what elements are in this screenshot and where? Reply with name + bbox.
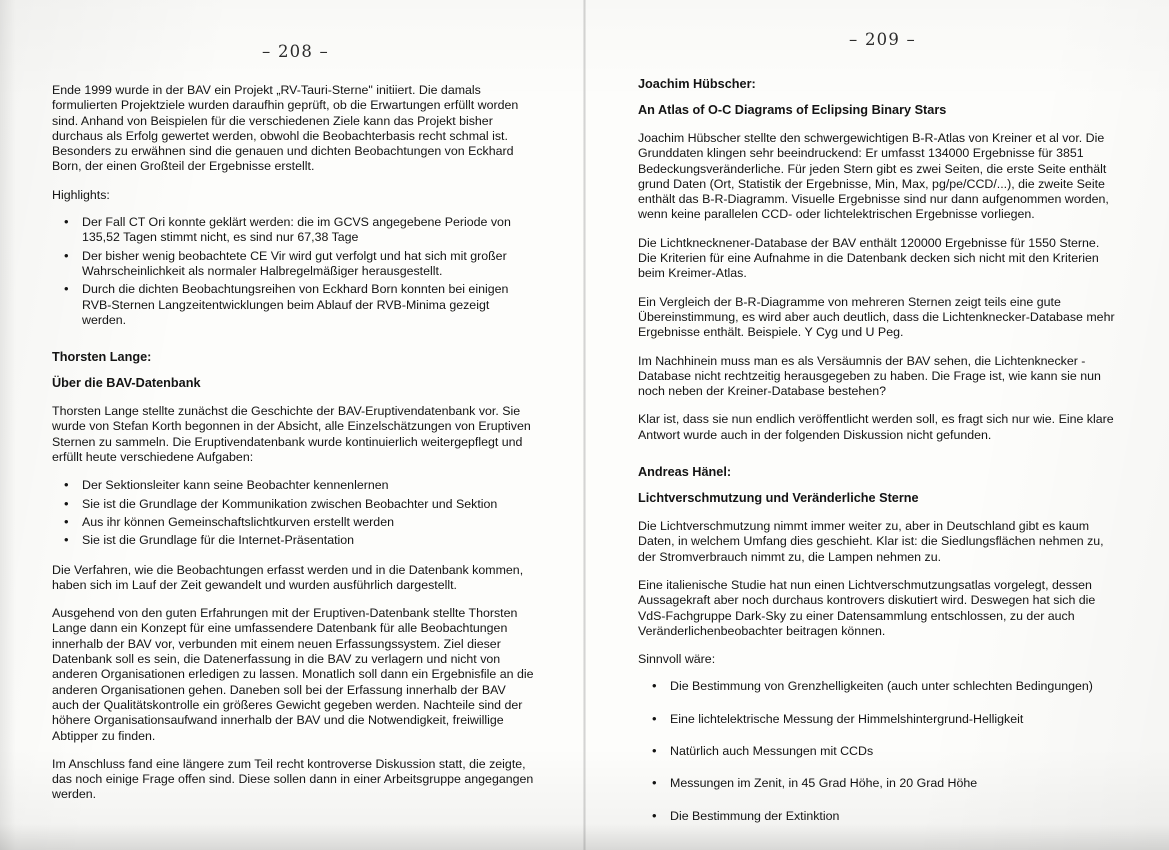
talk-title: An Atlas of O-C Diagrams of Eclipsing Binary Stars: [638, 103, 947, 117]
paragraph: Im Nachhinein muss man es als Versäumnis der BAV sehen, die Lichtenknecker - Database nicht rechtzeitig herausgegeben zu haben. Die Frage ist, wie kann sie nun noch neben der Kreiner-Database bestehen?: [638, 353, 1101, 399]
right-page-body: [638, 77, 1119, 824]
highlights-label: Highlights:: [52, 187, 110, 202]
paragraph: Die Verfahren, wie die Beobachtungen erfasst werden und in die Datenbank kommen, haben sich im Lauf der Zeit gewandelt und wurden ausführlich dargestellt.: [52, 562, 524, 592]
list-item: • Die Bestimmung von Grenzhelligkeiten (auch unter schlechten Bedingungen): [638, 679, 1119, 694]
paragraph: Im Anschluss fand eine längere zum Teil recht kontroverse Diskussion statt, die zeigte, das noch einige Frage offen sind. Diese sollen dann in einer Arbeitsgruppe angegangen werden.: [52, 756, 534, 802]
database-purposes-list: [52, 478, 535, 548]
list-item: • Sie ist die Grundlage für die Internet-Präsentation: [52, 533, 535, 548]
highlights-list: [52, 215, 535, 328]
suggestions-list: [638, 679, 1119, 823]
paragraph: Thorsten Lange stellte zunächst die Geschichte der BAV-Eruptivendatenbank vor. Sie wurde von Stefan Korth begonnen in der Absicht, alle Einzelschätzungen von Eruptiven Sternen zu sammeln. Die Eruptivendatenbank wurde kontinuierlich weitergepflegt und erfüllt heute verschiedene Aufgaben:: [52, 404, 531, 465]
paragraph: Die Lichtknecknener-Database der BAV enthält 120000 Ergebnisse für 1550 Sterne. Die Kriterien für eine Aufnahme in die Datenbank decken sich nicht mit den Kriterien beim Kreimer-Atlas.: [638, 235, 1100, 281]
paragraph: Joachim Hübscher stellte den schwergewichtigen B-R-Atlas von Kreiner et al vor. Die Grunddaten klingen sehr beeindruckend: Er umfasst 134000 Ergebnisse für 3851 Bedeckungsveränderliche. Für jeden Stern gibt es zwei Seiten, die erste Seite enthält grund Daten (Ort, Statistik der Ergebnisse, Min, Max, pg/pe/CCD/...), die zweite Seite enthält das B-R-Diagramm. Visuelle Ergebnisse sind nur dann aufgenommen worden, wenn keine parallelen CCD- oder lichtelektrischen Ergebnisse vorliegen.: [638, 131, 1109, 222]
right-page: [586, 0, 1169, 850]
list-item: • Messungen im Zenit, in 45 Grad Höhe, in 20 Grad Höhe: [638, 776, 1119, 791]
paragraph: Eine italienische Studie hat nun einen Lichtverschmutzungsatlas vorgelegt, dessen Aussagekraft aber noch durchaus kontrovers diskutiert wird. Deswegen hat sich die VdS-Fachgruppe Dark-Sky zu einer Datensammlung entschlossen, zu der auch Veränderlichenbeobachter beitragen können.: [638, 577, 1096, 638]
talk-title: Lichtverschmutzung und Veränderliche Sterne: [638, 491, 919, 506]
speaker-heading: Joachim Hübscher:: [638, 77, 756, 91]
paragraph: Ein Vergleich der B-R-Diagramme von mehreren Sternen zeigt teils eine gute Übereinstimmung, es wird aber auch deutlich, dass die Lichtenknecker-Database mehr Ergebnisse enthält. Beispiele. Y Cyg und U Peg.: [638, 294, 1115, 340]
list-item: • Der Sektionsleiter kann seine Beobachter kennenlernen: [52, 478, 535, 493]
list-item: • Natürlich auch Messungen mit CCDs: [638, 744, 1119, 759]
paragraph: Klar ist, dass sie nun endlich veröffentlicht werden soll, es fragt sich nur wie. Eine klare Antwort wurde auch in der folgenden Diskussion nicht gefunden.: [638, 412, 1114, 442]
left-page-body: [52, 83, 535, 803]
talk-title: Über die BAV-Datenbank: [52, 376, 201, 391]
list-item: • Der Fall CT Ori konnte geklärt werden: die im GCVS angegebene Periode von 135,52 Tagen stimmt nicht, es sind nur 67,38 Tage: [52, 215, 535, 246]
paragraph: Die Lichtverschmutzung nimmt immer weiter zu, aber in Deutschland gibt es kaum Daten, in welchem Umfang dies geschieht. Klar ist: die Siedlungsflächen nehmen zu, der Stromverbrauch nimmt zu, die Lampen nehmen zu.: [638, 519, 1104, 564]
speaker-heading: Thorsten Lange:: [52, 350, 152, 365]
list-item: • Die Bestimmung der Extinktion: [638, 809, 1119, 824]
list-item: • Eine lichtelektrische Messung der Himmelshintergrund-Helligkeit: [638, 712, 1119, 727]
list-item: • Aus ihr können Gemeinschaftslichtkurven erstellt werden: [52, 515, 535, 530]
left-page: [0, 0, 583, 850]
page-number-left: – 208 –: [262, 42, 329, 61]
list-item: • Sie ist die Grundlage der Kommunikation zwischen Beobachter und Sektion: [52, 497, 535, 512]
paragraph: Ausgehend von den guten Erfahrungen mit der Eruptiven-Datenbank stellte Thorsten Lange dann ein Konzept für eine umfassendere Datenbank für alle Beobachtungen innerhalb der BAV vor, verbunden mit einem neuen Erfassungssystem. Ziel dieser Datenbank soll es sein, die Datenerfassung in die BAV zu verlagern und nicht von anderen Organisationen erledigen zu lassen. Monatlich soll dann ein Ergebnisfile an die anderen Organisationen gehen. Daneben soll bei der Erfassung innerhalb der BAV auch der Qualitätskontrolle ein größeres Gewicht gegeben werden. Nachteile sind der höhere Organisationsaufwand innerhalb der BAV und die Notwendigkeit, freiwillige Abtipper zu finden.: [52, 606, 534, 743]
sinnvoll-label: Sinnvoll wäre:: [638, 652, 716, 667]
speaker-heading: Andreas Hänel:: [638, 465, 732, 480]
paragraph: Ende 1999 wurde in der BAV ein Projekt „RV-Tauri-Sterne" initiiert. Die damals formulierten Projektziele wurden daraufhin geprüft, ob die Erwartungen erfüllt worden sind. Anhand von Beispielen für die verschiedenen Ziele kann das Projekt bisher durchaus als Erfolg gewertet werden, obwohl die Beobachterbasis recht schmal ist. Besonders zu erwähnen sind die genauen und dichten Beobachtungen von Eckhard Born, der einen Großteil der Ergebnisse erstellt.: [52, 83, 519, 174]
list-item: • Der bisher wenig beobachtete CE Vir wird gut verfolgt und hat sich mit großer Wahrscheinlichkeit als normaler Halbregelmäßiger herausgestellt.: [52, 249, 535, 280]
list-item: • Durch die dichten Beobachtungsreihen von Eckhard Born konnten bei einigen RVB-Sternen Langzeitentwicklungen beim Ablauf der RVB-Minima gezeigt werden.: [52, 282, 535, 328]
page-number-right: – 209 –: [849, 30, 916, 49]
